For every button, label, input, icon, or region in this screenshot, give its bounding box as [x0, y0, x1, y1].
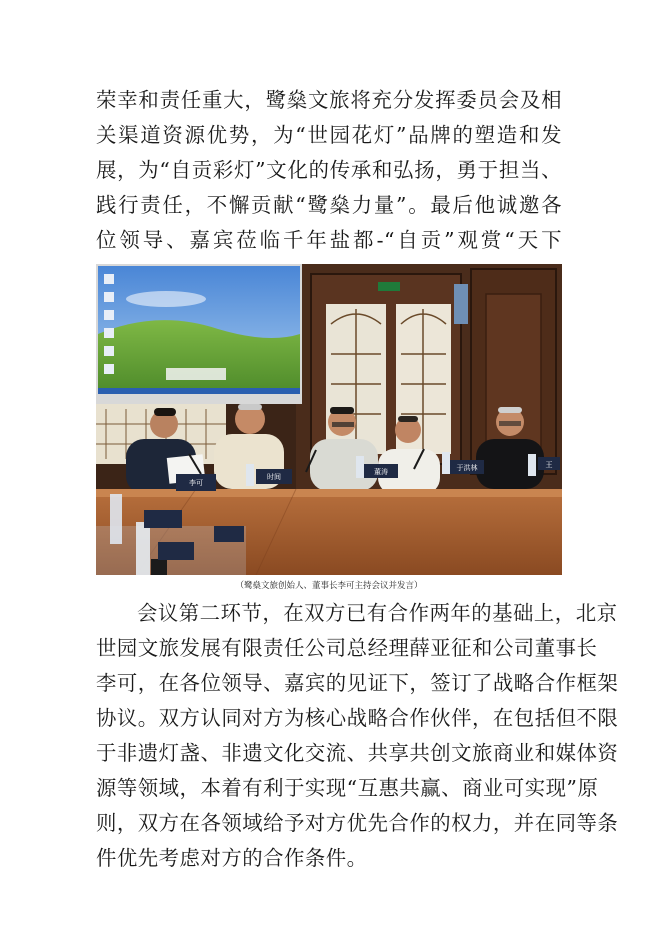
paragraph-1: [96, 83, 562, 293]
meeting-photo: [96, 264, 562, 575]
paragraph-line: 关渠道资源优势，为“世园花灯”品牌的塑造和发: [96, 123, 562, 147]
name-card: 董涛: [374, 468, 388, 476]
paragraph-line: 则，双方在各领域给予对方优先合作的权力，并在同等条: [96, 811, 619, 835]
paragraph-2: [96, 596, 619, 876]
name-card: 王: [545, 461, 553, 469]
paragraph-line: 践行责任，不懈贡献“鹭燊力量”。最后他诚邀各: [96, 193, 562, 217]
paragraph-line: 件优先考虑对方的合作条件。: [96, 846, 368, 870]
name-card: 李可: [189, 479, 203, 487]
paragraph-line: 会议第二环节，在双方已有合作两年的基础上，北京: [137, 601, 618, 625]
paragraph-line: 位领导、嘉宾莅临千年盐都-“自贡”观赏“天下: [96, 228, 562, 252]
paragraph-line: 展，为“自贡彩灯”文化的传承和弘扬，勇于担当、: [96, 158, 562, 182]
photo-caption: （鹭燊文旅创始人、董事长李可主持会议并发言）: [235, 581, 423, 591]
paragraph-line: 荣幸和责任重大，鹭燊文旅将充分发挥委员会及相: [96, 88, 562, 112]
paragraph-line: 协议。双方认同对方为核心战略合作伙伴，在包括但不限: [96, 706, 619, 730]
paragraph-line: 李可，在各位领导、嘉宾的见证下，签订了战略合作框架: [96, 671, 619, 695]
paragraph-line: 世园文旅发展有限责任公司总经理薛亚征和公司董事长: [96, 636, 598, 660]
paragraph-line: 于非遗灯盏、非遗文化交流、共享共创文旅商业和媒体资: [96, 741, 619, 765]
paragraph-line: 源等领域，本着有利于实现“互惠共赢、商业可实现”原: [96, 776, 599, 800]
name-card: 于洪林: [456, 464, 478, 472]
name-card: 时间: [267, 473, 281, 481]
